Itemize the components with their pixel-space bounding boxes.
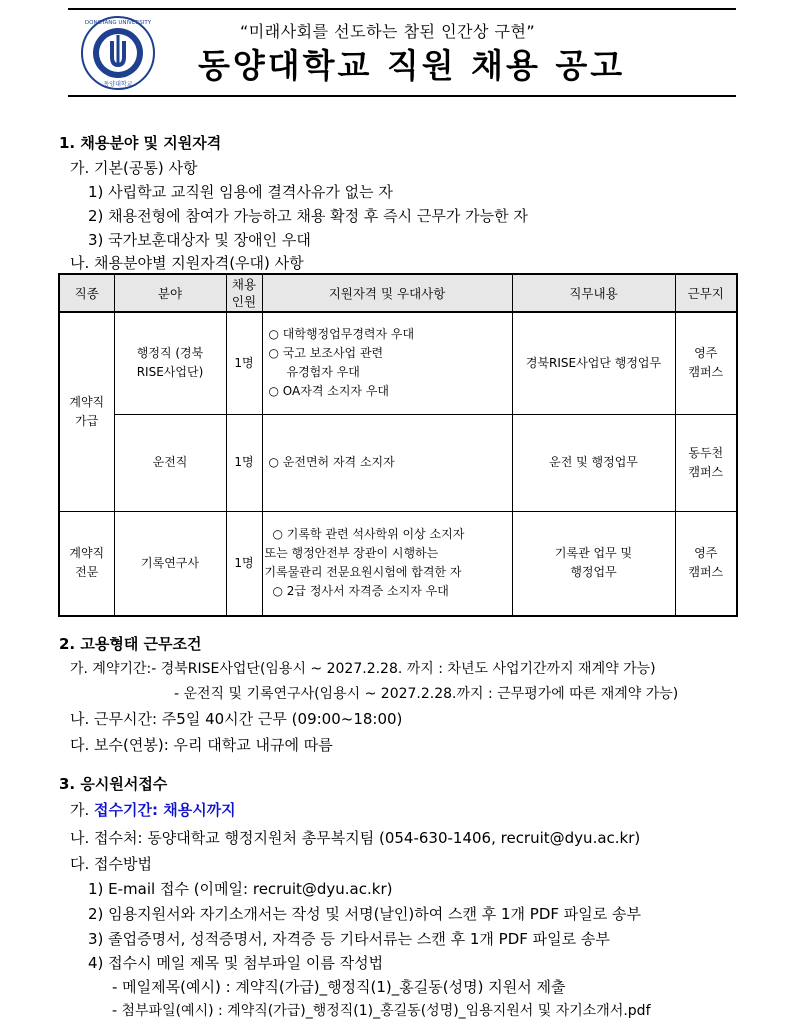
application-office: 나. 접수처: 동양대학교 행정지원처 총무복지팀 (054-630-1406, recruit@dyu.ac.kr) [70,829,641,847]
location-cell [675,312,737,414]
header-qualifications: 지원자격 및 우대사항 [262,274,512,312]
field: 운전직 [114,414,226,511]
application-method-item: 2) 임용지원서와 자기소개서는 작성 및 서명(날인)하여 스캔 후 1개 PDF 파일로 송부 [88,905,642,923]
example-line: - 첨부파일(예시) : 계약직(가급)_행정직(1)_홍길동(성명)_임용지원서 및 자기소개서.pdf [112,1003,651,1019]
field: 행정직 (경북RISE사업단) [136,346,204,380]
section1-ga-item: 3) 국가보훈대상자 및 장애인 우대 [88,231,311,249]
qualification: 또는 행정안전부 장관이 시행하는 [264,546,439,561]
header-bottom-rule [68,95,736,97]
section3-heading: 3. 응시원서접수 [59,775,168,793]
svg-text:동양대학교: 동양대학교 [103,81,133,88]
location: 영주 캠퍼스 [688,346,724,380]
qualifications-cell [262,414,512,511]
qualifications-cell [262,511,512,616]
application-period-highlight: 접수기간: 채용시까지 [94,801,236,819]
count: 1명 [226,511,262,616]
section1-ga-item: 1) 사립학교 교직원 임용에 결격사유가 없는 자 [88,183,393,201]
qualification: ○ OA자격 소지자 우대 [268,384,390,399]
application-period [70,799,236,820]
qualification: ○ 2급 정사서 자격증 소지자 우대 [272,584,449,599]
job-type-cell [59,511,114,616]
application-method-item: 4) 접수시 메일 제목 및 첨부파일 이름 작성법 [88,954,384,972]
contract-period: 가. 계약기간:- 경북RISE사업단(임용시 ~ 2027.2.28. 까지 : 차년도 사업기간까지 재계약 가능) [70,661,656,677]
section1-ga-title: 가. 기본(공통) 사항 [70,159,198,177]
header-count: 채용 인원 [226,274,262,312]
duty: 기록관 업무 및 행정업무 [554,546,633,580]
count: 1명 [226,414,262,511]
location-cell [675,511,737,616]
duty: 운전 및 행정업무 [512,414,675,511]
contract-period-line2: - 운전직 및 기록연구사(임용시 ~ 2027.2.28.까지 : 근무평가에 따른 재계약 가능) [174,686,679,702]
header-top-rule [68,8,736,10]
qualification: ○ 기록학 관련 석사학위 이상 소지자 [272,527,465,542]
count: 1명 [226,312,262,414]
duty: 경북RISE사업단 행정업무 [512,312,675,414]
qualification: ○ 운전면허 자격 소지자 [268,455,395,469]
application-method-item: 3) 졸업증명서, 성적증명서, 자격증 등 기타서류는 스캔 후 1개 PDF 파일로 송부 [88,930,610,948]
qualification: ○ 국고 보조사업 관련 [268,346,384,361]
location-cell [675,414,737,511]
qualification: ○ 대학행정업무경력자 우대 [268,327,415,342]
application-method-item: 1) E-mail 접수 (이메일: recruit@dyu.ac.kr) [88,880,393,898]
header-type: 직종 [59,274,114,312]
section2-heading: 2. 고용형태 근무조건 [59,635,202,653]
slogan: “미래사회를 선도하는 참된 인간상 구현” [240,22,536,41]
application-period-prefix: 가. [70,801,95,819]
section1-heading: 1. 채용분야 및 지원자격 [59,134,222,152]
header-duty: 직무내용 [512,274,675,312]
svg-text:DONGYANG UNIVERSITY: DONGYANG UNIVERSITY [84,20,152,26]
table-row [59,511,737,616]
section1-na-title: 나. 채용분야별 지원자격(우대) 사항 [70,254,304,272]
section1-ga-item: 2) 채용전형에 참여가 가능하고 채용 확정 후 즉시 근무가 가능한 자 [88,207,528,225]
application-method-title: 다. 접수방법 [70,855,152,873]
field-cell [114,312,226,414]
duty-cell [512,511,675,616]
page-title: 동양대학교 직원 채용 공고 [198,46,626,85]
table-row [59,414,737,511]
university-logo [80,15,156,91]
qualifications-cell [262,312,512,414]
header-location: 근무지 [675,274,737,312]
salary: 다. 보수(연봉): 우리 대학교 내규에 따름 [70,736,333,754]
location: 동두천 캠퍼스 [688,445,724,479]
job-type: 계약직 전문 [69,546,105,580]
job-type: 계약직 가급 [69,394,105,428]
work-hours: 나. 근무시간: 주5일 40시간 근무 (09:00~18:00) [70,710,403,728]
table-row [59,312,737,414]
field: 기록연구사 [114,511,226,616]
job-type-cell [59,312,114,511]
example-line: - 메일제목(예시) : 계약직(가급)_행정직(1)_홍길동(성명) 지원서 제출 [112,978,566,996]
qualification: 유경험자 우대 [286,365,360,380]
qualification: 기록물관리 전문요원시험에 합격한 자 [264,565,462,580]
table-header-row [59,274,737,312]
recruitment-table [58,273,738,617]
location: 영주 캠퍼스 [688,546,724,580]
header-field: 분야 [114,274,226,312]
